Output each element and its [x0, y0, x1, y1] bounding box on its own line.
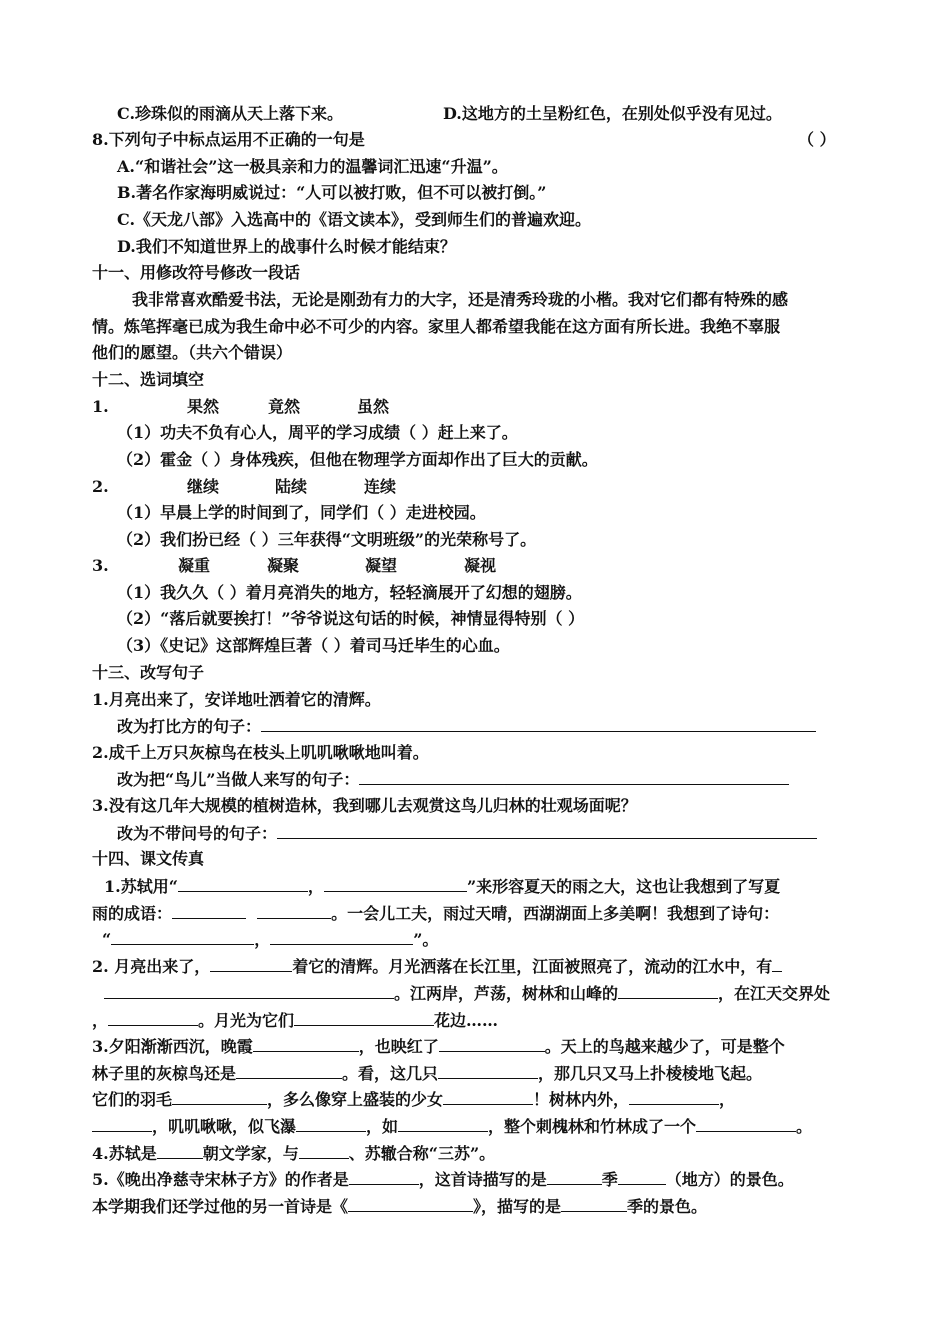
answer-blank[interactable] [439, 1036, 545, 1052]
fill-sentence: （3）《史记》这部辉煌巨著（ ）着司马迁毕生的心血。 [117, 636, 510, 655]
recall-3-line-2: 林子里的灰椋鸟还是 。看，这几只 ，那几只又马上扑棱棱地飞起。 [92, 1064, 763, 1083]
group-2-words: 2. [92, 477, 109, 496]
answer-blank[interactable] [443, 1089, 533, 1105]
recall-5-line-1: 5.《晚出净慈寺宋林子方》的作者是 ，这首诗描写的是 季 （地方）的景色。 [92, 1170, 794, 1189]
answer-blank[interactable] [561, 1196, 627, 1212]
rewrite-2: 2.成千上万只灰椋鸟在枝头上叽叽啾啾地叫着。 [92, 743, 429, 762]
answer-blank[interactable] [696, 1116, 796, 1132]
q8-option-c: C.《天龙八部》入选高中的《语文读本》，受到师生们的普遍欢迎。 [117, 210, 592, 229]
fill-sentence: （2）“落后就要挨打！”爷爷说这句话的时候，神情显得特别（ ） [117, 609, 585, 628]
word-choice: 连续 [364, 477, 397, 496]
answer-blank[interactable] [618, 1169, 666, 1185]
answer-blank[interactable] [349, 1169, 419, 1185]
word-choice: 凝重 [178, 556, 211, 575]
word-choice: 竟然 [268, 397, 301, 416]
answer-blank[interactable] [324, 876, 467, 892]
answer-blank[interactable] [772, 956, 782, 972]
section-12-title: 十二、选词填空 [92, 370, 205, 389]
section-14-title: 十四、课文传真 [92, 849, 205, 868]
recall-4: 4.苏轼是 朝文学家，与 、苏辙合称“三苏”。 [92, 1144, 496, 1163]
answer-blank[interactable] [111, 929, 254, 945]
answer-blank[interactable] [172, 1089, 267, 1105]
answer-blank[interactable] [236, 1063, 342, 1079]
group-1-words: 1. [92, 397, 109, 416]
paragraph-line: 他们的愿望。（共六个错误） [92, 343, 293, 362]
rewrite-1-prompt: 改为打比方的句子： [117, 716, 816, 737]
paragraph-line: 情。炼笔挥毫已成为我生命中必不可少的内容。家里人都希望我能在这方面有所长进。我绝不辜服 [92, 317, 781, 336]
answer-paren: （ ） [798, 130, 836, 149]
rewrite-3-prompt: 改为不带问号的句子： [117, 823, 817, 844]
answer-blank[interactable] [618, 983, 718, 999]
fill-sentence: （1）早晨上学的时间到了，同学们（ ）走进校园。 [117, 503, 486, 522]
answer-blank[interactable] [277, 823, 817, 839]
question-8: 8.下列句子中标点运用不正确的一句是 [92, 130, 365, 149]
fill-sentence: （2）我们扮已经（ ）三年获得“文明班级”的光荣称号了。 [117, 530, 537, 549]
answer-blank[interactable] [261, 716, 816, 732]
word-choice: 果然 [187, 397, 220, 416]
answer-blank[interactable] [348, 1196, 473, 1212]
section-13-title: 十三、改写句子 [92, 663, 205, 682]
recall-1-line-1: 1.苏轼用“ ， ”来形容夏天的雨之大，这也让我想到了写夏 [104, 877, 781, 896]
recall-2-line-3: ， 。月光为它们 花边…… [92, 1011, 499, 1030]
group-3-words: 3. [92, 556, 109, 575]
answer-blank[interactable] [398, 1116, 488, 1132]
word-choice: 继续 [187, 477, 220, 496]
answer-blank[interactable] [438, 1063, 538, 1079]
recall-2-line-1: 2. 月亮出来了， 着它的清辉。月光洒落在长江里，江面被照亮了，流动的江水中，有 [92, 956, 782, 977]
answer-blank[interactable] [178, 876, 308, 892]
answer-blank[interactable] [104, 983, 394, 999]
answer-blank[interactable] [253, 1036, 359, 1052]
q7-option-c: C.珍珠似的雨滴从天上落下来。 [117, 104, 344, 123]
word-choice: 凝望 [365, 556, 398, 575]
rewrite-3: 3.没有这几年大规模的植树造林，我到哪儿去观赏这鸟儿归林的壮观场面呢？ [92, 796, 637, 815]
fill-sentence: （1）我久久（ ）着月亮消失的地方，轻轻滴展开了幻想的翅膀。 [117, 583, 582, 602]
recall-1-line-3: “ ， ”。 [102, 930, 439, 949]
answer-blank[interactable] [172, 903, 246, 919]
answer-blank[interactable] [296, 1116, 366, 1132]
answer-blank[interactable] [299, 1143, 349, 1159]
answer-blank[interactable] [359, 769, 789, 785]
q7-option-d: D.这地方的土呈粉红色，在别处似乎没有见过。 [443, 104, 782, 123]
recall-2-line-2: 。江两岸，芦荡，树林和山峰的 ，在江天交界处 [104, 983, 830, 1004]
recall-3-line-3: 它们的羽毛 ，多么像穿上盛装的少女 ！树林内外， ， [92, 1090, 736, 1109]
recall-5-line-2: 本学期我们还学过他的另一首诗是《 》，描写的是 季的景色。 [92, 1197, 708, 1216]
answer-blank[interactable] [294, 1010, 434, 1026]
word-choice: 凝聚 [267, 556, 300, 575]
answer-blank[interactable] [157, 1143, 203, 1159]
fill-sentence: （1）功夫不负有心人，周平的学习成绩（ ）赶上来了。 [117, 423, 518, 442]
answer-blank[interactable] [92, 1116, 152, 1132]
fill-sentence: （2）霍金（ ）身体残疾，但他在物理学方面却作出了巨大的贡献。 [117, 450, 598, 469]
word-choice: 陆续 [275, 477, 308, 496]
answer-blank[interactable] [629, 1089, 719, 1105]
recall-3-line-1: 3.夕阳渐渐西沉，晚霞 ，也映红了 。天上的鸟越来越少了，可是整个 [92, 1037, 785, 1056]
answer-blank[interactable] [270, 929, 413, 945]
recall-3-line-4: ，叽叽啾啾，似飞瀑 ，如 ，整个刺槐林和竹林成了一个 。 [92, 1116, 812, 1137]
paragraph-line: 我非常喜欢酷爱书法，无论是刚劲有力的大字，还是清秀玲珑的小楷。我对它们都有特殊的感 [132, 290, 789, 309]
q8-option-a: A.“和谐社会”这一极具亲和力的温馨词汇迅速“升温”。 [117, 157, 508, 176]
q8-option-b: B.著名作家海明威说过：“人可以被打败，但不可以被打倒。” [117, 183, 547, 202]
word-choice: 凝视 [464, 556, 497, 575]
rewrite-1: 1.月亮出来了，安详地吐洒着它的清辉。 [92, 690, 381, 709]
section-11-title: 十一、用修改符号修改一段话 [92, 263, 301, 282]
q8-option-d: D.我们不知道世界上的战事什么时候才能结束？ [117, 237, 456, 256]
answer-blank[interactable] [210, 956, 292, 972]
answer-blank[interactable] [547, 1169, 602, 1185]
answer-blank[interactable] [108, 1010, 198, 1026]
recall-1-line-2: 雨的成语： 。一会儿工夫，雨过天晴，西湖湖面上多美啊！我想到了诗句： [92, 904, 780, 923]
answer-blank[interactable] [257, 903, 331, 919]
rewrite-2-prompt: 改为把“鸟儿”当做人来写的句子： [117, 769, 789, 790]
word-choice: 虽然 [357, 397, 390, 416]
